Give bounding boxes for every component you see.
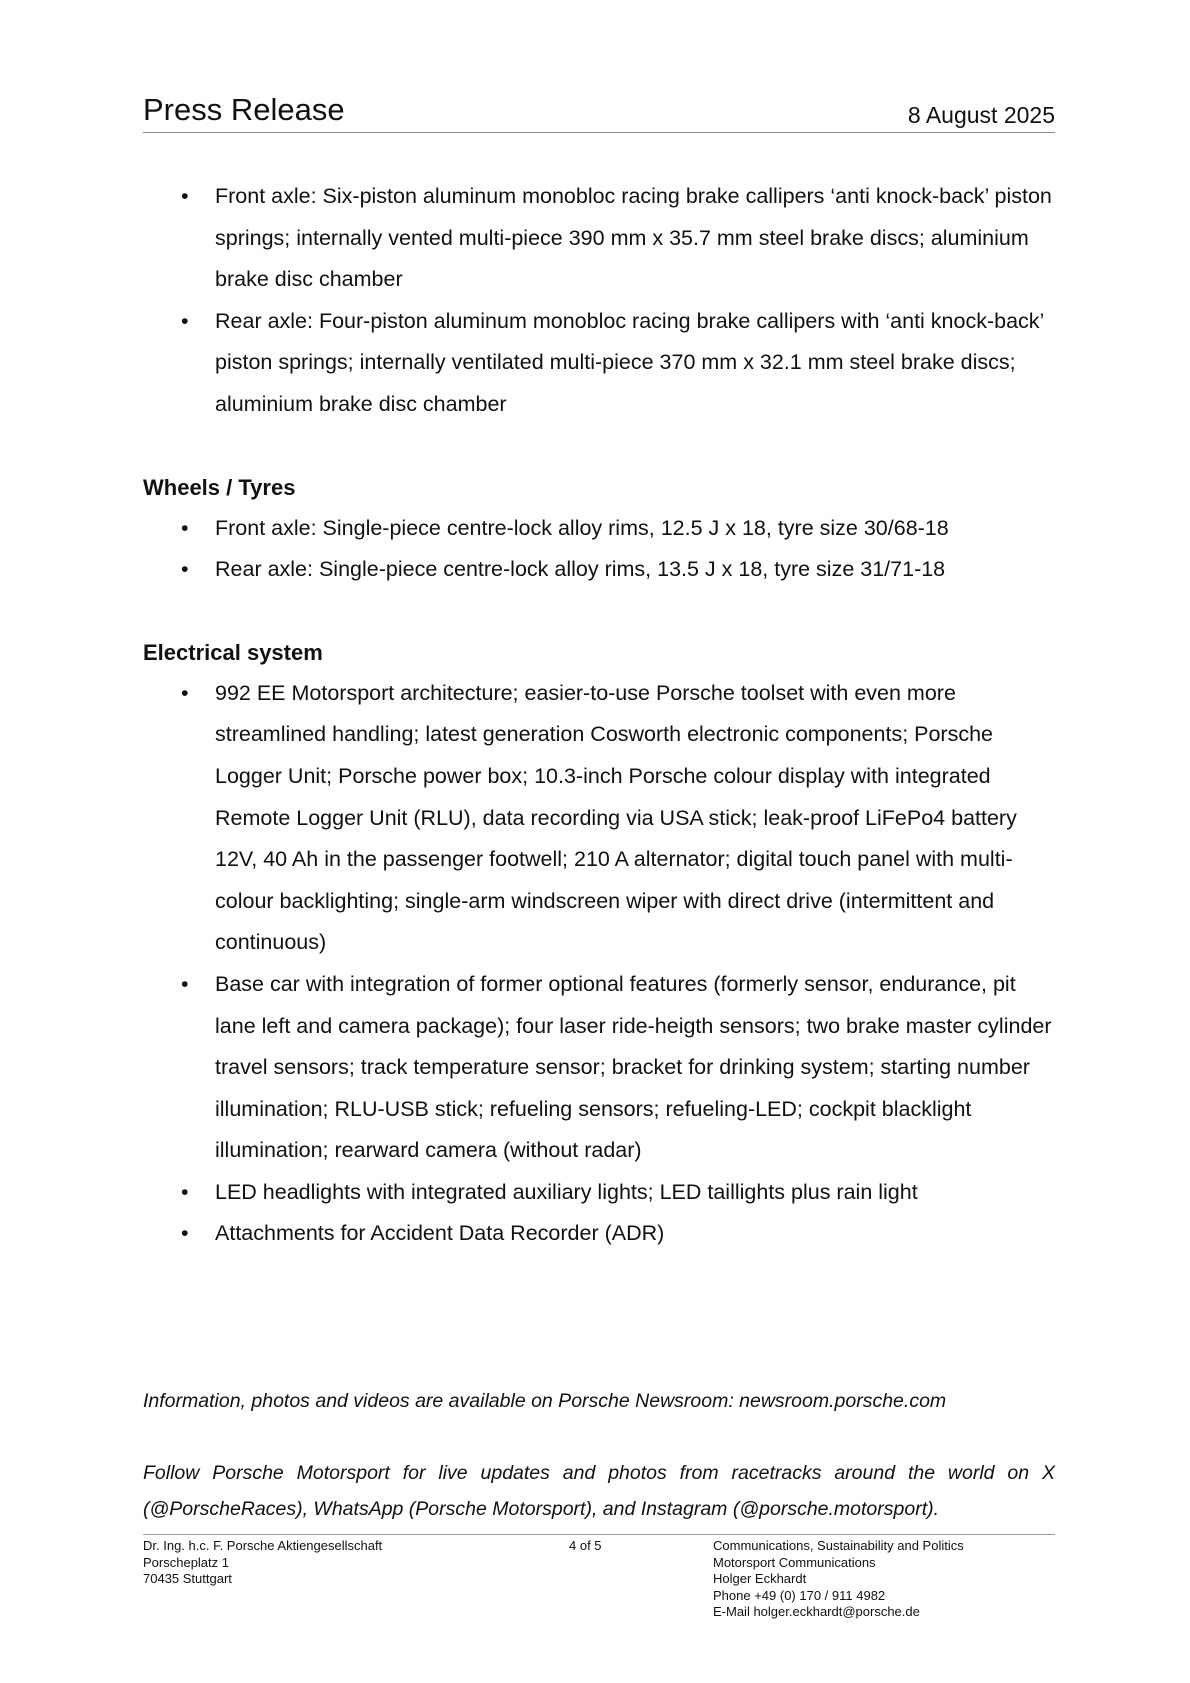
section-title-wheels: Wheels / Tyres [143,474,296,500]
newsroom-note: Information, photos and videos are available on Porsche Newsroom: newsroom.porsche.com [143,1390,947,1412]
document-title: Press Release [143,92,345,127]
bullet-icon: • [181,971,189,996]
wheels-list [143,508,1055,591]
bullet-icon: • [181,1221,189,1246]
document-body [143,176,1055,1255]
page-header [143,88,1055,133]
list-item: • Attachments for Accident Data Recorder (ADR) [143,1213,1055,1255]
brakes-list [143,176,1055,426]
release-date: 8 August 2025 [907,102,1055,128]
bullet-icon: • [181,557,189,582]
footer-divider [143,1534,1055,1535]
contact-email: E-Mail holger.eckhardt@porsche.de [713,1604,920,1619]
social-note: Follow Porsche Motorsport for live updates and photos from racetracks around the world on X (@PorscheRaces), WhatsApp (Porsche Motorsport), and Instagram (@porsche.motorsport). [143,1462,1055,1520]
footer-company: Dr. Ing. h.c. F. Porsche Aktiengesellschaft Porscheplatz 1 70435 Stuttgart [143,1538,383,1586]
list-item: • 992 EE Motorsport architecture; easier-to-use Porsche toolset with even more streamlined handling; latest generation Cosworth electronic components; Porsche Logger Unit; Porsche power box; 10.3-inch Porsche colour display with integrated Remote Logger Unit (RLU), data recording via USA stick; leak-proof LiFePo4 battery 12V, 40 Ah in the passenger footwell; 210 A alternator; digital touch panel with multi-colour backlighting; single-arm windscreen wiper with direct drive (intermittent and continuous) [143,673,1055,964]
list-item: • LED headlights with integrated auxiliary lights; LED taillights plus rain light [143,1172,1055,1214]
section-title-electrical: Electrical system [143,639,323,665]
list-item: • Front axle: Six-piston aluminum monobloc racing brake callipers ‘anti knock-back’ piston springs; internally vented multi-piece 390 mm x 35.7 mm steel brake discs; aluminium brake disc chamber [143,176,1055,301]
electrical-list [143,673,1055,1255]
bullet-icon: • [181,184,189,208]
bullet-icon: • [181,680,189,705]
bullet-icon: • [181,1179,189,1204]
footer-page-number: 4 of 5 [569,1538,602,1553]
bullet-icon: • [181,515,189,540]
bullet-icon: • [181,308,189,333]
list-item: • Base car with integration of former optional features (formerly sensor, endurance, pit lane left and camera package); four laser ride-heigth sensors; two brake master cylinder travel sensors; track temperature sensor; bracket for drinking system; starting number illumination; RLU-USB stick; refueling sensors; refueling-LED; cockpit blacklight illumination; rearward camera (without radar) [143,964,1055,1172]
list-item: • Rear axle: Four-piston aluminum monobloc racing brake callipers with ‘anti knock-back’ piston springs; internally ventilated multi-piece 370 mm x 32.1 mm steel brake discs; aluminium brake disc chamber [143,301,1055,426]
list-item: • Rear axle: Single-piece centre-lock alloy rims, 13.5 J x 18, tyre size 31/71-18 [143,549,1055,591]
footer-contact: Communications, Sustainability and Politics Motorsport Communications Holger Eckhardt Phone +49 (0) 170 / 911 4982 E-Mail holger.eckhardt@porsche.de [713,1538,964,1619]
list-item: • Front axle: Single-piece centre-lock alloy rims, 12.5 J x 18, tyre size 30/68-18 [143,508,1055,550]
